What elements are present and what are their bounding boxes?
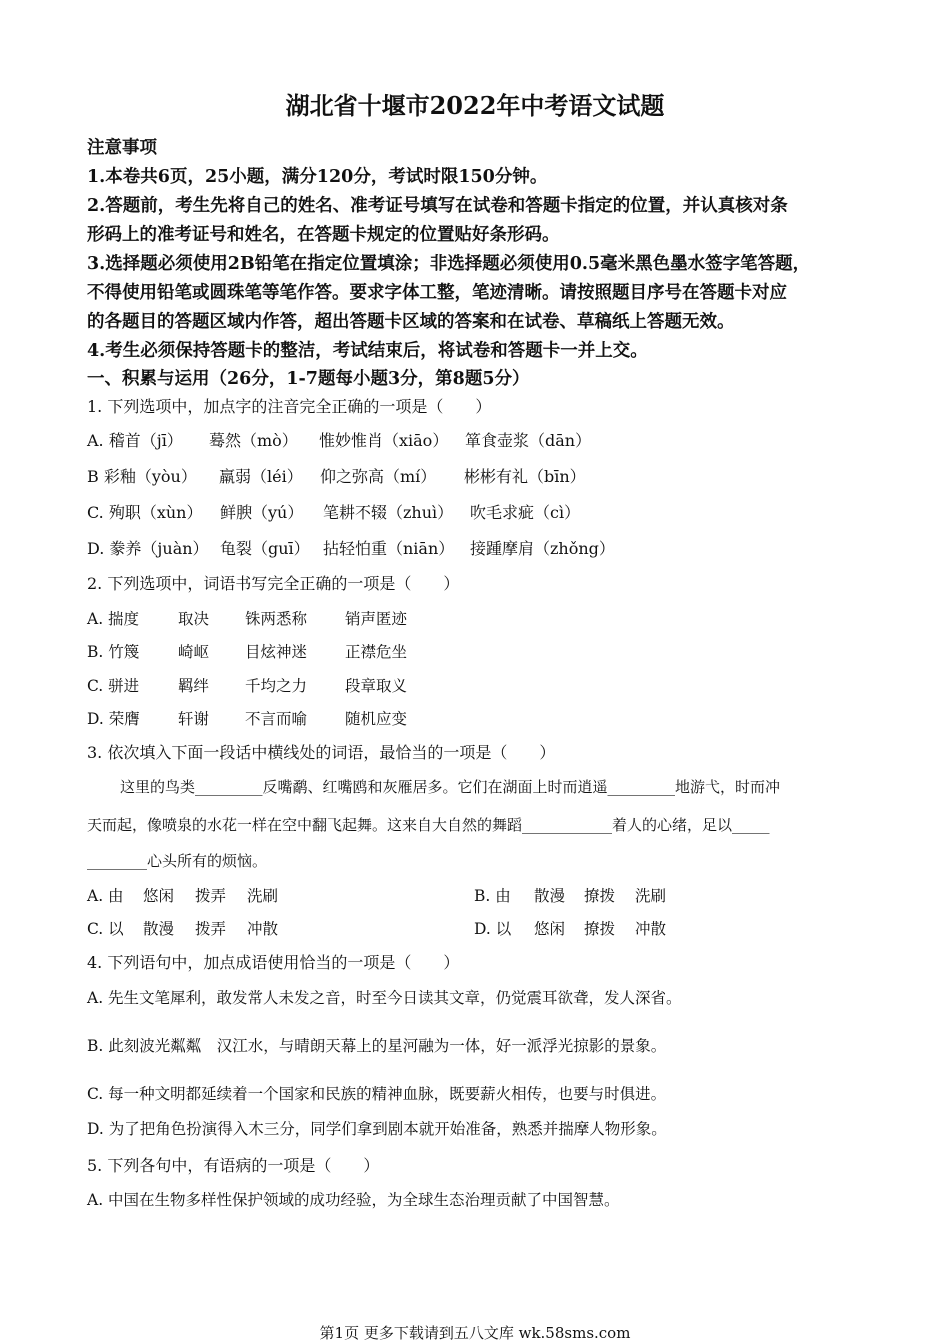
option-item: 仰之弥高（mí） [320,467,437,486]
question-1-option-a [87,428,591,451]
question-4-option-a: A. 先生文笔犀利，敢发常人未发之音，时至今日读其文章，仍觉震耳欲聋，发人深省。 [87,989,682,1007]
notice-line: 不得使用铅笔或圆珠笔等笔作答。要求字体工整，笔迹清晰。请按照题目序号在答题卡对应 [87,283,787,303]
option-item: 龟裂（guī） [220,539,310,558]
option-item: 随机应变 [345,710,408,728]
option-item: A. 由 [87,887,124,905]
notice-heading: 注意事项 [87,138,157,158]
option-item: 撩拨 [584,920,616,938]
option-item: 轩谢 [178,710,210,728]
option-item: 千均之力 [245,677,308,695]
question-4-option-c: C. 每一种文明都延续着一个国家和民族的精神血脉，既要薪火相传，也要与时俱进。 [87,1085,667,1103]
option-item: 羁绊 [178,677,210,695]
option-item: 不言而喻 [245,710,308,728]
question-1-stem: 1. 下列选项中，加点字的注音完全正确的一项是（ ） [87,397,492,416]
option-item: 彬彬有礼（bīn） [464,467,586,486]
option-item: 销声匿迹 [345,610,408,628]
option-item: 散漫 [534,887,566,905]
question-4-option-b: B. 此刻波光粼粼 汉江水，与晴朗天幕上的星河融为一体，好一派浮光掠影的景象。 [87,1037,667,1055]
option-item: C. 骈进 [87,677,140,695]
notice-line: 2.答题前，考生先将自己的姓名、准考证号填写在试卷和答题卡指定的位置，并认真核对条 [87,196,788,216]
option-item: 接踵摩肩（zhǒng） [470,539,615,558]
option-item: 拨弄 [195,920,227,938]
question-3-passage-line: ________心头所有的烦恼。 [87,852,268,870]
question-4-stem: 4. 下列语句中，加点成语使用恰当的一项是（ ） [87,953,460,972]
option-item: 悠闲 [534,920,566,938]
question-2-stem: 2. 下列选项中，词语书写完全正确的一项是（ ） [87,574,460,593]
option-item: 羸弱（léi） [219,467,303,486]
notice-line: 4.考生必须保持答题卡的整洁，考试结束后，将试卷和答题卡一并上交。 [87,341,648,361]
option-item: 散漫 [143,920,175,938]
question-3-passage-line: 天而起，像喷泉的水花一样在空中翻飞起舞。这来自大自然的舞蹈____________着人的心绪，足以_____ [87,816,770,834]
option-item: D. 豢养（juàn） [87,539,209,558]
option-item: 吹毛求疵（cì） [470,503,581,522]
question-2-option-a [87,607,407,629]
question-2-option-b [87,640,407,662]
option-item: B. 竹篾 [87,643,140,661]
question-3-stem: 3. 依次填入下面一段话中横线处的词语，最恰当的一项是（ ） [87,743,556,762]
question-3-option-d [474,917,666,939]
option-item: 段章取义 [345,677,408,695]
option-item: 洗刷 [635,887,667,905]
option-item: C. 殉职（xùn） [87,503,203,522]
option-item: A. 稽首（jī） [87,431,183,450]
option-item: 鲜腴（yú） [220,503,304,522]
question-5-stem: 5. 下列各句中，有语病的一项是（ ） [87,1156,380,1175]
question-3-option-b [474,884,666,906]
notice-line: 3.选择题必须使用2B铅笔在指定位置填涂；非选择题必须使用0.5毫米黑色墨水签字笔答题， [87,254,811,274]
page-title: 湖北省十堰市2022年中考语文试题 [285,91,665,120]
notice-line: 形码上的准考证号和姓名，在答题卡规定的位置贴好条形码。 [87,225,560,245]
question-1-option-d [87,536,615,559]
option-item: 铢两悉称 [245,610,308,628]
option-item: 冲散 [247,920,279,938]
option-item: 洗刷 [247,887,279,905]
question-1-option-b [87,464,586,487]
question-5-option-a: A. 中国在生物多样性保护领域的成功经验，为全球生态治理贡献了中国智慧。 [87,1191,620,1209]
option-item: B. 由 [474,887,511,905]
option-item: 撩拨 [584,887,616,905]
question-2-option-d [87,707,407,729]
option-item: 笔耕不辍（zhuì） [323,503,454,522]
option-item: 取决 [178,610,210,628]
option-item: 悠闲 [143,887,175,905]
option-item: B 彩釉（yòu） [87,467,197,486]
question-3-passage-line: 这里的鸟类_________反嘴鹬、红嘴鸥和灰雁居多。它们在湖面上时而逍遥_________地游弋，时而冲 [120,778,781,796]
question-4-option-d: D. 为了把角色扮演得入木三分，同学们拿到剧本就开始准备，熟悉并揣摩人物形象。 [87,1120,667,1138]
option-item: 箪食壶浆（dān） [465,431,592,450]
notice-line: 1.本卷共6页，25小题，满分120分，考试时限150分钟。 [87,167,548,187]
option-item: 目炫神迷 [245,643,308,661]
option-item: 崎岖 [178,643,210,661]
option-item: 拨弄 [195,887,227,905]
option-item: 冲散 [635,920,667,938]
option-item: 惟妙惟肖（xiāo） [319,431,449,450]
option-item: 蓦然（mò） [209,431,298,450]
page-footer: 第1页 更多下载请到五八文库 wk.58sms.com [319,1324,631,1342]
option-item: 拈轻怕重（niān） [323,539,455,558]
option-item: D. 以 [474,920,512,938]
option-item: 正襟危坐 [345,643,408,661]
option-item: A. 揣度 [87,610,140,628]
section-heading: 一、积累与运用（26分，1-7题每小题3分，第8题5分） [87,369,530,389]
question-2-option-c [87,674,407,696]
notice-line: 的各题目的答题区域内作答，超出答题卡区域的答案和在试卷、草稿纸上答题无效。 [87,312,735,332]
question-3-option-c [87,917,278,939]
question-3-option-a [87,884,278,906]
option-item: D. 荣膺 [87,710,140,728]
question-1-option-c [87,500,580,523]
option-item: C. 以 [87,920,124,938]
